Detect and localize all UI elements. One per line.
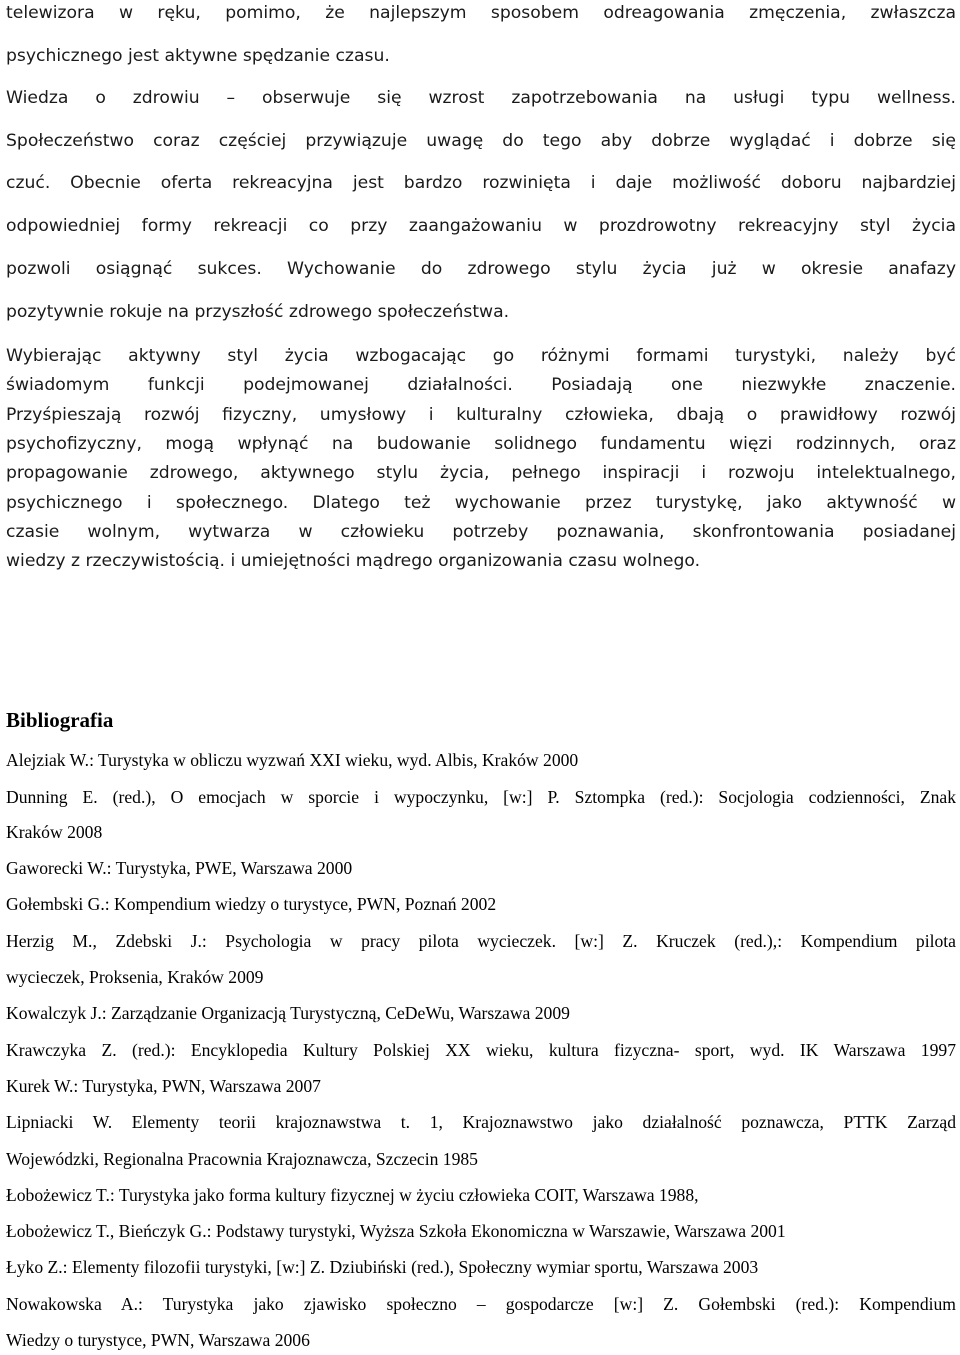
bibliography-entry: Alejziak W.: Turystyka w obliczu wyzwań XXI wieku, wyd. Albis, Kraków 2000 <box>6 750 579 770</box>
bibliography-entry: Nowakowska A.: Turystyka jako zjawisko społeczno – gospodarcze [w:] Z. Gołembski (red.): Kompendium <box>6 1294 956 1314</box>
paragraph-line: pozwoli osiągnąć sukces. Wychowanie do zdrowego stylu życia już w okresie anafazy <box>6 259 956 279</box>
paragraph-line: psychofizyczny, mogą wpłynąć na budowanie solidnego fundamentu więzi rodzinnych, oraz <box>6 434 956 454</box>
bibliography-entry: wycieczek, Proksenia, Kraków 2009 <box>6 967 264 987</box>
paragraph-line: Wybierając aktywny styl życia wzbogacając go różnymi formami turystyki, należy być <box>6 346 956 366</box>
bibliography-entry: Herzig M., Zdebski J.: Psychologia w pracy pilota wycieczek. [w:] Z. Kruczek (red.),: Kompendium pilota <box>6 931 956 951</box>
paragraph-line: psychicznego jest aktywne spędzanie czasu. <box>6 46 390 66</box>
paragraph-line: telewizora w ręku, pomimo, że najlepszym sposobem odreagowania zmęczenia, zwłaszcza <box>6 3 956 23</box>
bibliography-entry: Łyko Z.: Elementy filozofii turystyki, [w:] Z. Dziubiński (red.), Społeczny wymiar sportu, Warszawa 2003 <box>6 1257 759 1277</box>
paragraph-line: propagowanie zdrowego, aktywnego stylu życia, pełnego inspiracji i rozwoju intelektualnego, <box>6 463 956 483</box>
paragraph-line: Przyśpieszają rozwój fizyczny, umysłowy i kulturalny człowieka, dbają o prawidłowy rozwój <box>6 405 956 425</box>
bibliography-entry: Kowalczyk J.: Zarządzanie Organizacją Turystyczną, CeDeWu, Warszawa 2009 <box>6 1003 570 1023</box>
bibliography-entry: Łobożewicz T., Bieńczyk G.: Podstawy turystyki, Wyższa Szkoła Ekonomiczna w Warszawie, Warszawa 2001 <box>6 1221 786 1241</box>
paragraph-line: psychicznego i społecznego. Dlatego też wychowanie przez turystykę, jako aktywność w <box>6 493 956 513</box>
bibliography-entry: Wiedzy o turystyce, PWN, Warszawa 2006 <box>6 1330 310 1350</box>
paragraph-line: Wiedza o zdrowiu – obserwuje się wzrost zapotrzebowania na usługi typu wellness. <box>6 88 956 108</box>
paragraph-line: pozytywnie rokuje na przyszłość zdrowego społeczeństwa. <box>6 302 510 322</box>
bibliography-entry: Gołembski G.: Kompendium wiedzy o turystyce, PWN, Poznań 2002 <box>6 894 497 914</box>
bibliography-heading: Bibliografia <box>6 708 114 732</box>
bibliography-entry: Lipniacki W. Elementy teorii krajoznawstwa t. 1, Krajoznawstwo jako działalność poznawcza, PTTK Zarząd <box>6 1112 956 1132</box>
paragraph-line: czuć. Obecnie oferta rekreacyjna jest bardzo rozwinięta i daje możliwość doboru najbardziej <box>6 173 956 193</box>
bibliography-entry: Krawczyka Z. (red.): Encyklopedia Kultury Polskiej XX wieku, kultura fizyczna- sport, wyd. IK Warszawa 1997 <box>6 1040 956 1060</box>
paragraph-line: odpowiedniej formy rekreacji co przy zaangażowaniu w prozdrowotny rekreacyjny styl życia <box>6 216 956 236</box>
paragraph-line: czasie wolnym, wytwarza w człowieku potrzeby poznawania, skonfrontowania posiadanej <box>6 522 956 542</box>
bibliography-entry: Kurek W.: Turystyka, PWN, Warszawa 2007 <box>6 1076 321 1096</box>
paragraph-line: Społeczeństwo coraz częściej przywiązuje uwagę do tego aby dobrze wyglądać i dobrze się <box>6 131 956 151</box>
bibliography-entry: Wojewódzki, Regionalna Pracownia Krajoznawcza, Szczecin 1985 <box>6 1149 478 1169</box>
paragraph-line: świadomym funkcji podejmowanej działalności. Posiadają one niezwykłe znaczenie. <box>6 375 956 395</box>
bibliography-entry: Kraków 2008 <box>6 822 103 842</box>
bibliography-entry: Dunning E. (red.), O emocjach w sporcie i wypoczynku, [w:] P. Sztompka (red.): Socjologia codzienności, Znak <box>6 787 956 807</box>
bibliography-entry: Gaworecki W.: Turystyka, PWE, Warszawa 2000 <box>6 858 353 878</box>
bibliography-entry: Łobożewicz T.: Turystyka jako forma kultury fizycznej w życiu człowieka COIT, Warszawa 1988, <box>6 1185 699 1205</box>
paragraph-line: wiedzy z rzeczywistością. i umiejętności mądrego organizowania czasu wolnego. <box>6 551 701 571</box>
